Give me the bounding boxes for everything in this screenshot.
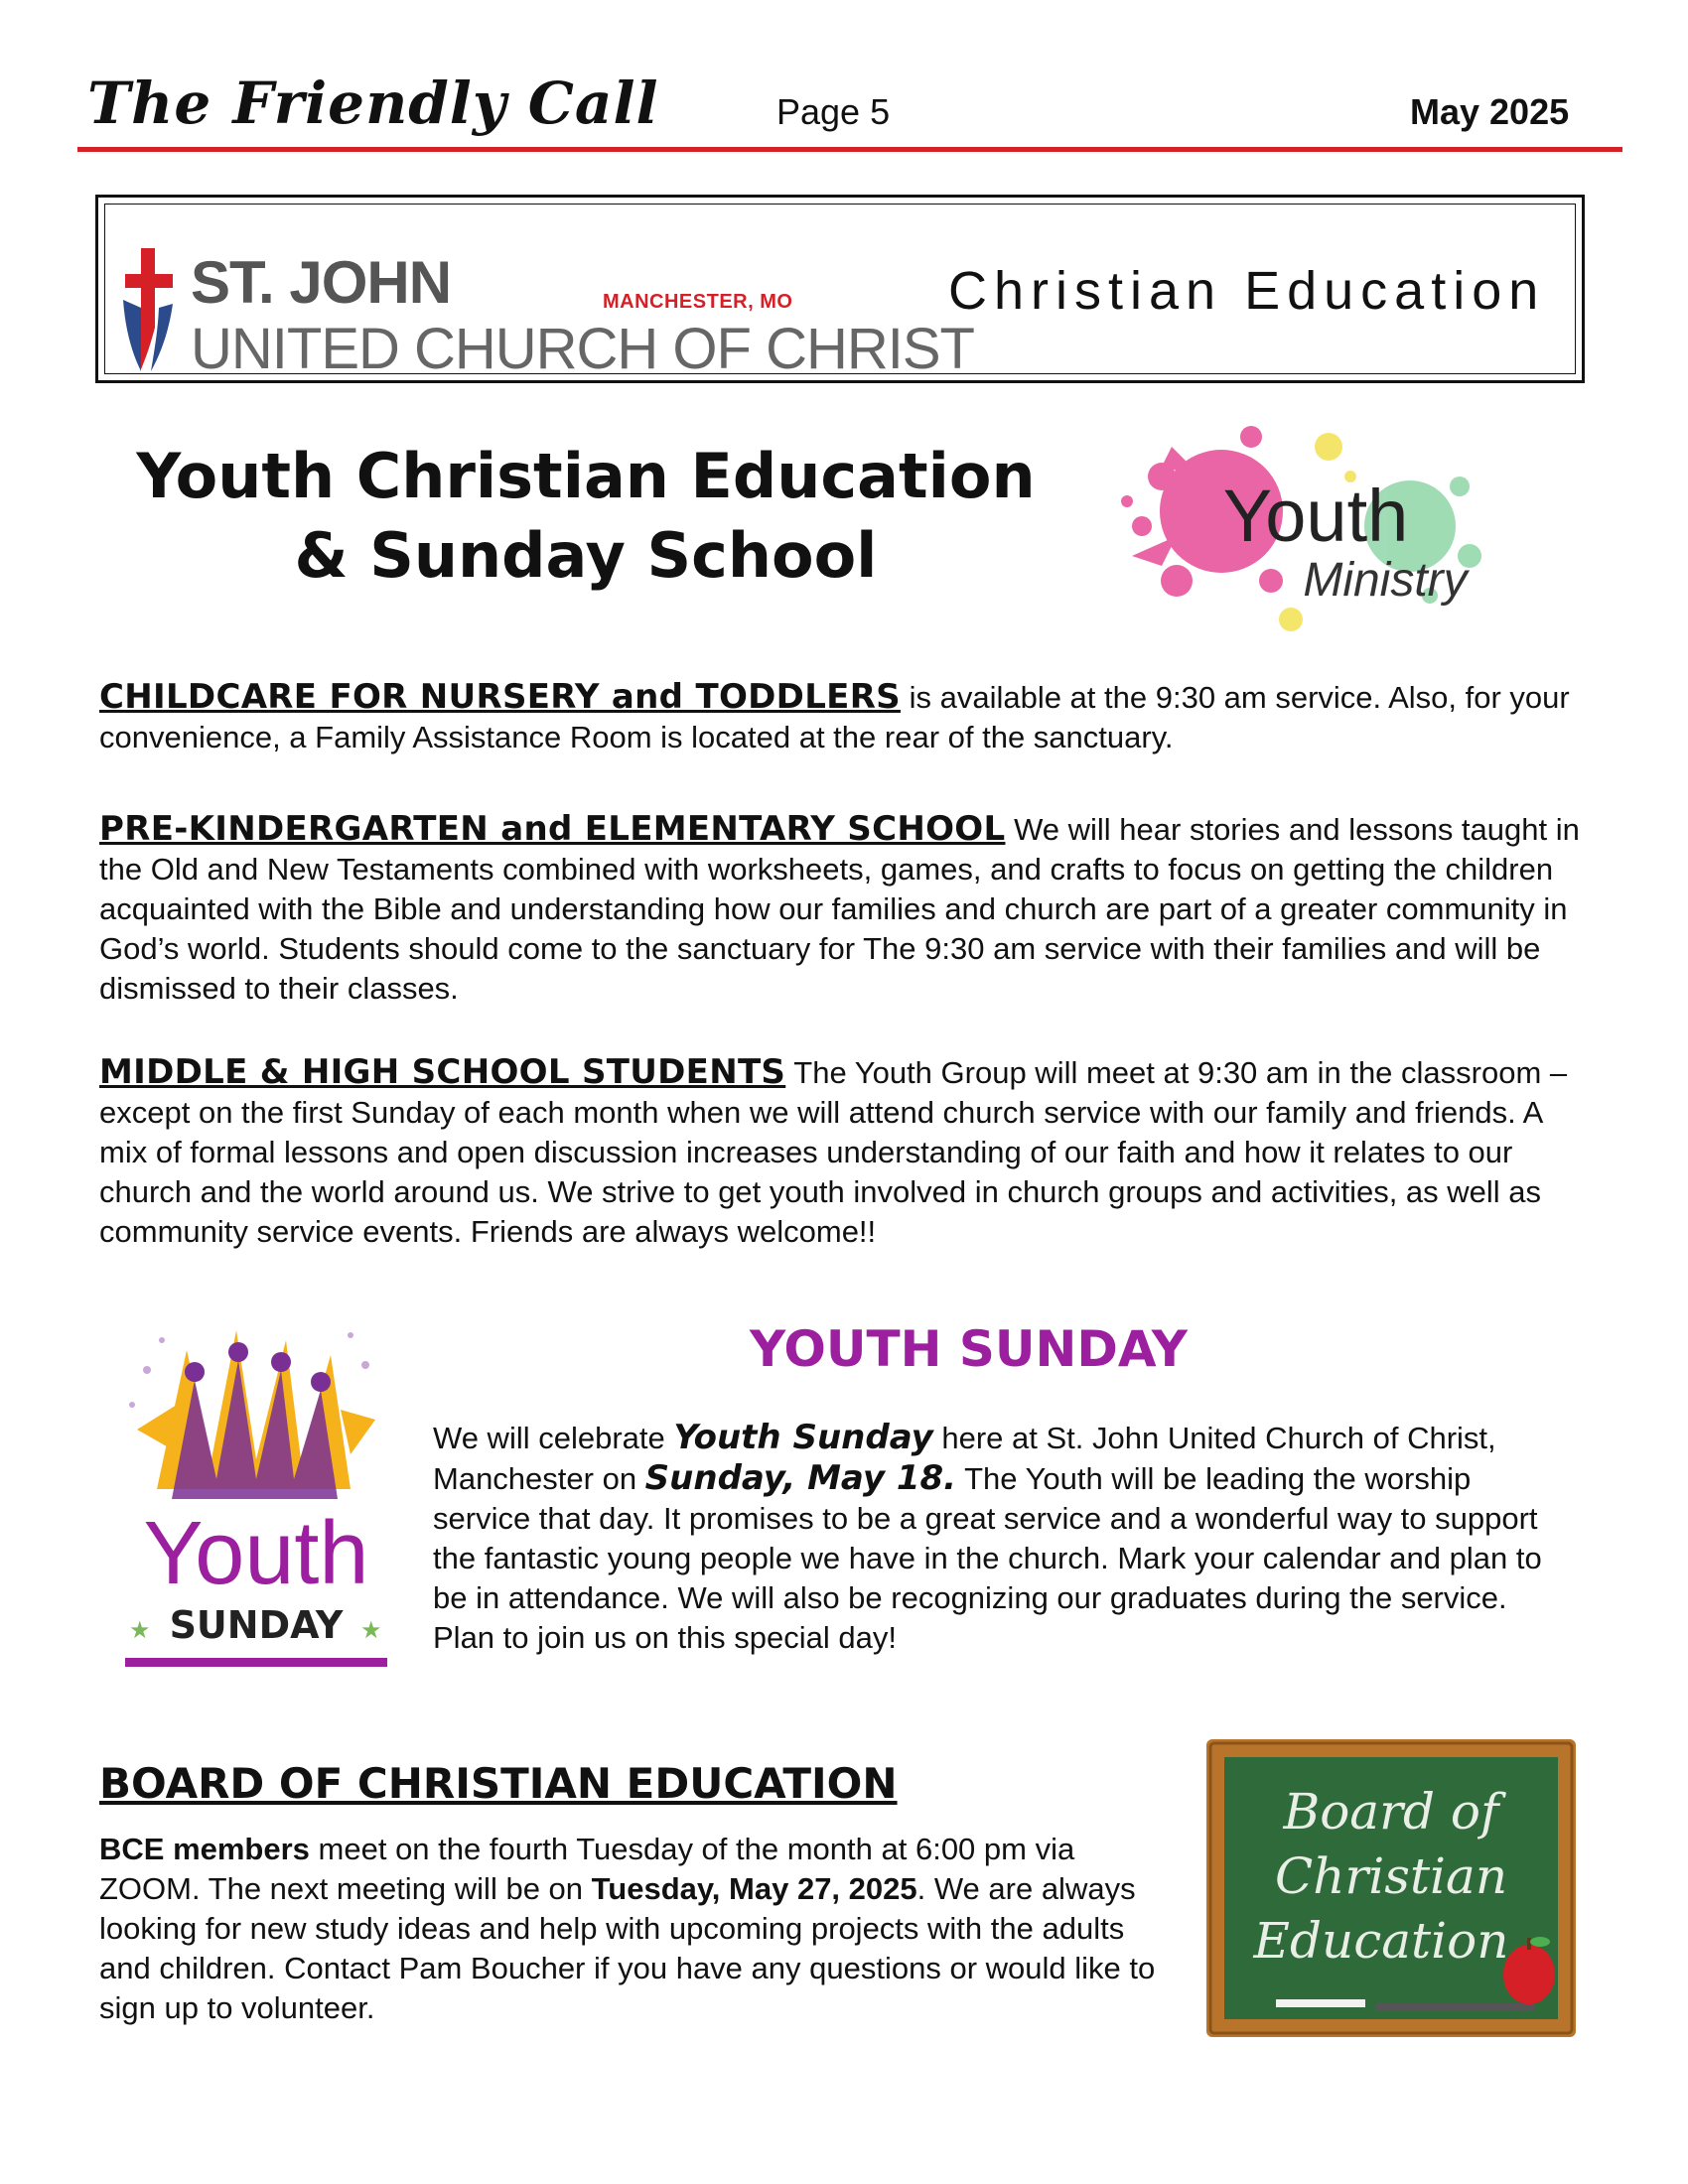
chalk-line3: Education (1253, 1912, 1509, 1970)
youth-ministry-splash-image (1102, 407, 1499, 645)
youth-sunday-text: here at St. John United Church of Christ, Manchester on (433, 1421, 1496, 1496)
bce-meeting-date: Tuesday, May 27, 2025 (591, 1871, 917, 1906)
youth-sunday-underline (125, 1658, 387, 1667)
bce-heading: BOARD OF CHRISTIAN EDUCATION (99, 1759, 898, 1808)
childcare-text: is available at the 9:30 am service. Also, for your convenience, a Family Assistance Room is located at the rear of the sanctuary. (99, 680, 1570, 754)
header-divider (77, 147, 1622, 152)
prek-text: We will hear stories and lessons taught in the Old and New Testaments combined with worksheets, games, and crafts to focus on getting the children acquainted with the Bible and understanding how our families and church are part of a greater community in God’s world. Students should come to the sanctuary for The 9:30 am service with their families and will be dismissed to their classes. (99, 812, 1580, 1006)
masthead-title: The Friendly Call (87, 69, 659, 137)
bce-paragraph (99, 1830, 1172, 2028)
bce-members-label: BCE members (99, 1832, 310, 1866)
youth-sunday-logo-word1: Youth (143, 1504, 369, 1603)
page-number: Page 5 (776, 91, 891, 132)
youth-sunday-date: Sunday, May 18. (644, 1458, 957, 1498)
middle-high-paragraph (99, 1052, 1589, 1252)
middle-high-lead: MIDDLE & HIGH SCHOOL STUDENTS (99, 1052, 786, 1092)
youth-sunday-paragraph (433, 1418, 1555, 1658)
church-name-line1: ST. JOHN (191, 249, 452, 316)
prek-paragraph (99, 809, 1589, 1009)
church-cross-logo-icon (121, 248, 179, 375)
main-heading-line2: & Sunday School (294, 519, 878, 592)
youth-ministry-word1: Youth (1222, 475, 1409, 557)
bce-text: . We are always looking for new study ideas and help with upcoming projects with the adults and children. Contact Pam Boucher if you have any questions or would like to sign up to volunteer. (99, 1871, 1156, 2025)
chalk-piece (1276, 1999, 1365, 2007)
youth-sunday-logo-word2: SUNDAY (169, 1603, 344, 1647)
church-name-line2: UNITED CHURCH OF CHRIST (191, 317, 974, 381)
main-heading-line1: Youth Christian Education (136, 440, 1036, 512)
youth-ministry-word2: Ministry (1303, 554, 1468, 607)
chalk-line1: Board of (1283, 1783, 1499, 1841)
chalk-line2: Christian (1274, 1847, 1508, 1905)
star-icon: ★ (360, 1617, 382, 1644)
main-heading (99, 437, 1072, 596)
youth-sunday-text: The Youth will be leading the worship service that day. It promises to be a great service and a wonderful way to support the fantastic young people we have in the church. Mark your calendar and plan to be in attendance. We will also be recognizing our graduates during the service. Plan to join us on this special day! (433, 1461, 1542, 1655)
youth-sunday-emphasis: Youth Sunday (673, 1418, 933, 1457)
childcare-lead: CHILDCARE FOR NURSERY and TODDLERS (99, 677, 901, 717)
prek-lead: PRE-KINDERGARTEN and ELEMENTARY SCHOOL (99, 809, 1006, 849)
star-icon: ★ (129, 1617, 151, 1644)
youth-sunday-text: We will celebrate (433, 1421, 674, 1455)
eraser-icon (1375, 2003, 1534, 2011)
middle-high-text: The Youth Group will meet at 9:30 am in the classroom – except on the first Sunday of each month when we will attend church service with our family and friends. A mix of formal lessons and open discussion increases understanding of our faith and how it relates to our church and the world around us. We strive to get youth involved in church groups and activities, as well as community service events. Friends are always welcome!! (99, 1055, 1568, 1249)
childcare-paragraph (99, 677, 1589, 757)
youth-sunday-logo-image (117, 1310, 395, 1673)
issue-date: May 2025 (1410, 91, 1570, 132)
bce-text: meet on the fourth Tuesday of the month at 6:00 pm via ZOOM. The next meeting will be on (99, 1832, 1075, 1906)
section-title: Christian Education (948, 261, 1546, 321)
youth-sunday-heading: YOUTH SUNDAY (750, 1320, 1188, 1378)
chalkboard-image (1206, 1739, 1576, 2037)
church-location: MANCHESTER, MO (603, 291, 793, 313)
